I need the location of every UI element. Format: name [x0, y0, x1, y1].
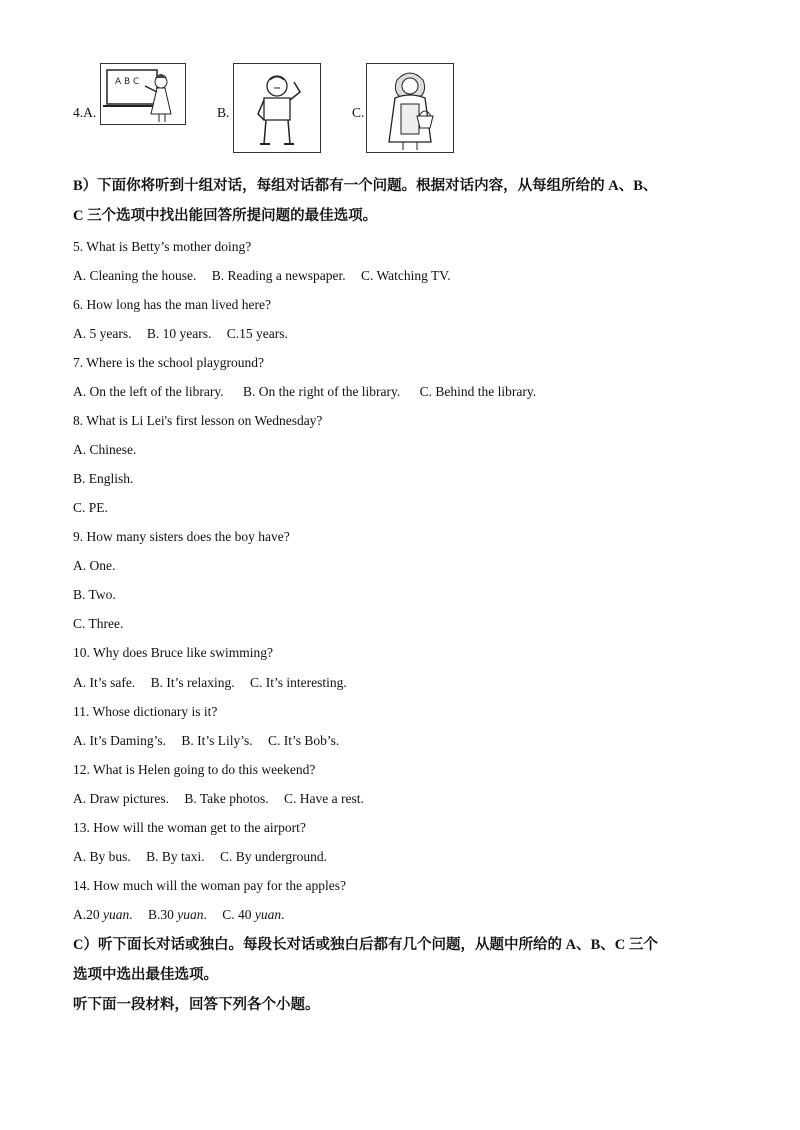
section-c-heading-line1: C）听下面长对话或独白。每段长对话或独白后都有几个问题，从题中所给的 A、B、C 三个	[73, 937, 658, 953]
question-14-options	[73, 906, 297, 924]
question-4-number: 4.A.	[73, 105, 97, 120]
option-b-label: B.	[217, 105, 230, 120]
option-c-label: C.	[352, 105, 365, 120]
question-7-options	[73, 383, 548, 401]
question-5-options	[73, 267, 463, 285]
option-a[interactable]: A. One.	[73, 558, 116, 573]
option-c[interactable]: C. Have a rest.	[284, 791, 364, 806]
option-b[interactable]: B. It’s relaxing.	[150, 675, 235, 690]
option-c[interactable]: C. Three.	[73, 616, 124, 631]
option-a[interactable]: A. Chinese.	[73, 442, 137, 457]
question-13: 13. How will the woman get to the airport?	[73, 820, 306, 835]
question-10: 10. Why does Bruce like swimming?	[73, 645, 273, 660]
question-14: 14. How much will the woman pay for the apples?	[73, 878, 346, 893]
man-scratching-head-icon	[234, 64, 320, 152]
woman-with-basket-icon	[367, 64, 453, 152]
question-10-options	[73, 674, 359, 692]
question-11-options	[73, 732, 351, 750]
option-b[interactable]: B. English.	[73, 471, 134, 486]
option-a-picture	[100, 63, 186, 125]
option-a[interactable]: A. Cleaning the house.	[73, 268, 197, 283]
question-13-options	[73, 848, 339, 866]
option-a[interactable]: A. By bus.	[73, 849, 131, 864]
question-8: 8. What is Li Lei's first lesson on Wednesday?	[73, 413, 323, 428]
section-b-heading-line2: C 三个选项中找出能回答所提问题的最佳选项。	[73, 208, 378, 224]
option-b[interactable]: B. On the right of the library.	[242, 384, 401, 399]
option-a[interactable]: A. On the left of the library.	[73, 384, 224, 399]
option-b[interactable]: B. By taxi.	[146, 849, 205, 864]
option-c[interactable]: C. By underground.	[220, 849, 328, 864]
option-a[interactable]: A. Draw pictures.	[73, 791, 169, 806]
option-a[interactable]: A.20 yuan.	[73, 907, 133, 922]
question-6: 6. How long has the man lived here?	[73, 297, 271, 312]
option-c[interactable]: C. PE.	[73, 500, 108, 515]
question-9: 9. How many sisters does the boy have?	[73, 529, 290, 544]
question-7: 7. Where is the school playground?	[73, 355, 264, 370]
option-b[interactable]: B. It’s Lily’s.	[181, 733, 253, 748]
option-c[interactable]: C. Behind the library.	[419, 384, 537, 399]
option-b[interactable]: B. 10 years.	[146, 326, 212, 341]
section-b-heading-line1: B）下面你将听到十组对话，每组对话都有一个问题。根据对话内容，从每组所给的 A、B、	[73, 178, 658, 194]
question-5: 5. What is Betty’s mother doing?	[73, 239, 252, 254]
section-c-instruction: 听下面一段材料，回答下列各个小题。	[73, 997, 320, 1013]
option-c[interactable]: C.15 years.	[226, 326, 288, 341]
option-b[interactable]: B. Take photos.	[184, 791, 269, 806]
option-c[interactable]: C. 40 yuan.	[222, 907, 285, 922]
option-c-picture	[366, 63, 454, 153]
option-b[interactable]: B. Two.	[73, 587, 116, 602]
question-12-options	[73, 790, 376, 808]
option-b[interactable]: B. Reading a newspaper.	[211, 268, 346, 283]
option-a[interactable]: A. It’s safe.	[73, 675, 136, 690]
question-12: 12. What is Helen going to do this weekend?	[73, 762, 316, 777]
question-4-pictures	[73, 63, 493, 155]
board-text: A B C	[115, 77, 140, 87]
option-c[interactable]: C. Watching TV.	[360, 268, 451, 283]
option-c[interactable]: C. It’s Bob’s.	[268, 733, 340, 748]
question-6-options	[73, 325, 300, 343]
option-b[interactable]: B.30 yuan.	[148, 907, 207, 922]
option-b-picture	[233, 63, 321, 153]
option-c[interactable]: C. It’s interesting.	[249, 675, 347, 690]
option-a[interactable]: A. It’s Daming’s.	[73, 733, 166, 748]
section-c-heading-line2: 选项中选出最佳选项。	[73, 967, 218, 983]
question-11: 11. Whose dictionary is it?	[73, 704, 218, 719]
option-a[interactable]: A. 5 years.	[73, 326, 132, 341]
teacher-at-blackboard-icon	[101, 64, 185, 124]
